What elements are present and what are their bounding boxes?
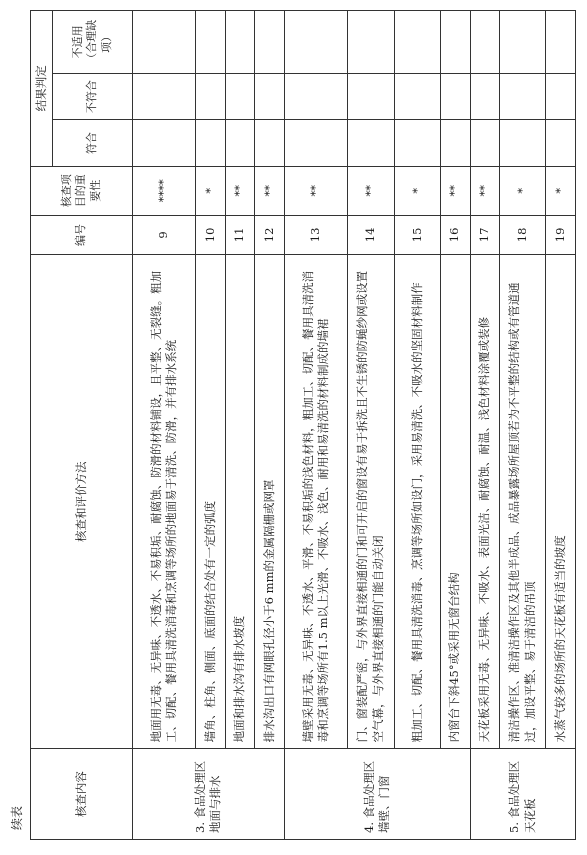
- na-cell: [394, 11, 440, 74]
- nonconform-cell: [348, 73, 394, 120]
- table-row: [133, 11, 196, 840]
- method-cell: 门、窗装配严密，与外界直接相通的门和可开启的窗设有易于拆洗且不生锈的防蝇纱网或设置空气幕，与外界直接相通的门能自动关闭: [348, 255, 394, 749]
- header-key: 核查项目的重要性: [31, 166, 133, 215]
- conform-cell: [196, 120, 226, 167]
- key-cell: *: [546, 166, 576, 215]
- na-cell: [546, 11, 576, 74]
- header-item: 核查内容: [31, 749, 133, 840]
- na-cell: [500, 11, 546, 74]
- na-cell: [470, 11, 500, 74]
- table-row: [348, 11, 394, 840]
- no-cell: 14: [348, 215, 394, 255]
- method-cell: 内窗台下斜45°或采用无窗台结构: [440, 255, 470, 749]
- nonconform-cell: [133, 73, 196, 120]
- key-cell: **: [284, 166, 347, 215]
- no-cell: 11: [225, 215, 255, 255]
- no-cell: 19: [546, 215, 576, 255]
- table-row: [546, 11, 576, 840]
- no-cell: 17: [470, 215, 500, 255]
- item-cell: 4. 食品处理区墙壁、门窗: [284, 749, 470, 840]
- key-cell: **: [440, 166, 470, 215]
- conform-cell: [500, 120, 546, 167]
- conform-cell: [255, 120, 285, 167]
- no-cell: 13: [284, 215, 347, 255]
- method-cell: 墙角、柱角、侧面、底面的结合处有一定的弧度: [196, 255, 226, 749]
- header-conform: 符合: [53, 120, 133, 167]
- rotated-table-stage: [30, 10, 576, 840]
- conform-cell: [348, 120, 394, 167]
- conform-cell: [133, 120, 196, 167]
- table-row: [440, 11, 470, 840]
- item-cell: 3. 食品处理区地面与排水: [133, 749, 285, 840]
- nonconform-cell: [546, 73, 576, 120]
- item-cell: 5. 食品处理区天花板: [470, 749, 576, 840]
- method-cell: 地面和排水沟有排水坡度: [225, 255, 255, 749]
- key-cell: **: [348, 166, 394, 215]
- header-method: 核查和评价方法: [31, 255, 133, 749]
- conform-cell: [440, 120, 470, 167]
- method-cell: 地面用无毒、无异味、不透水、不易积垢、耐腐蚀、防滑的材料铺设，且平整、无裂缝。粗加工、切配、餐用具清洗消毒和烹调等场所的地面易于清洗、防滑，并有排水系统: [133, 255, 196, 749]
- nonconform-cell: [440, 73, 470, 120]
- table-row: [255, 11, 285, 840]
- conform-cell: [284, 120, 347, 167]
- no-cell: 16: [440, 215, 470, 255]
- nonconform-cell: [284, 73, 347, 120]
- table-row: [394, 11, 440, 840]
- na-cell: [225, 11, 255, 74]
- key-cell: *: [196, 166, 226, 215]
- nonconform-cell: [394, 73, 440, 120]
- na-cell: [440, 11, 470, 74]
- nonconform-cell: [225, 73, 255, 120]
- table-row: [470, 11, 500, 840]
- nonconform-cell: [470, 73, 500, 120]
- conform-cell: [546, 120, 576, 167]
- header-nonconform: 不符合: [53, 73, 133, 120]
- no-cell: 18: [500, 215, 546, 255]
- conform-cell: [394, 120, 440, 167]
- no-cell: 12: [255, 215, 285, 255]
- key-cell: *: [500, 166, 546, 215]
- table-row: [500, 11, 546, 840]
- na-cell: [133, 11, 196, 74]
- key-cell: **: [225, 166, 255, 215]
- method-cell: 排水沟出口有网眼孔径小于6 mm的金属隔栅或网罩: [255, 255, 285, 749]
- inspection-table: [30, 10, 576, 840]
- table-row: [196, 11, 226, 840]
- table-row: [225, 11, 255, 840]
- method-cell: 墙壁采用无毒、无异味、不透水、平滑、不易积垢的浅色材料，粗加工、切配、餐用具清洗消毒和烹调等场所有1.5 m以上光滑、不吸水、浅色、耐用和易清洗的材料制成的墙裙: [284, 255, 347, 749]
- na-cell: [255, 11, 285, 74]
- na-cell: [348, 11, 394, 74]
- key-cell: **: [255, 166, 285, 215]
- table-row: [284, 11, 347, 840]
- method-cell: 清洁操作区、准清洁操作区及其他半成品、成品暴露场所屋顶若为不平整的结构或有管道通过，加设平整、易于清洁的吊顶: [500, 255, 546, 749]
- key-cell: **: [470, 166, 500, 215]
- nonconform-cell: [500, 73, 546, 120]
- na-cell: [196, 11, 226, 74]
- nonconform-cell: [255, 73, 285, 120]
- method-cell: 粗加工、切配、餐用具清洗消毒、烹调等场所如设门，采用易清洗、不吸水的坚固材料制作: [394, 255, 440, 749]
- page-label: 续表: [10, 805, 24, 830]
- method-cell: 天花板采用无毒、无异味、不吸水、表面光洁、耐腐蚀、耐温、浅色材料涂覆或装修: [470, 255, 500, 749]
- header-no: 编号: [31, 215, 133, 255]
- na-cell: [284, 11, 347, 74]
- no-cell: 10: [196, 215, 226, 255]
- no-cell: 15: [394, 215, 440, 255]
- no-cell: 9: [133, 215, 196, 255]
- conform-cell: [225, 120, 255, 167]
- nonconform-cell: [196, 73, 226, 120]
- header-na: 不适用（合理缺项）: [53, 11, 133, 74]
- key-cell: ****: [133, 166, 196, 215]
- key-cell: *: [394, 166, 440, 215]
- header-result-group: 结果判定: [31, 11, 53, 167]
- conform-cell: [470, 120, 500, 167]
- table-rotator: [30, 10, 576, 840]
- method-cell: 水蒸气较多的场所的天花板有适当的坡度: [546, 255, 576, 749]
